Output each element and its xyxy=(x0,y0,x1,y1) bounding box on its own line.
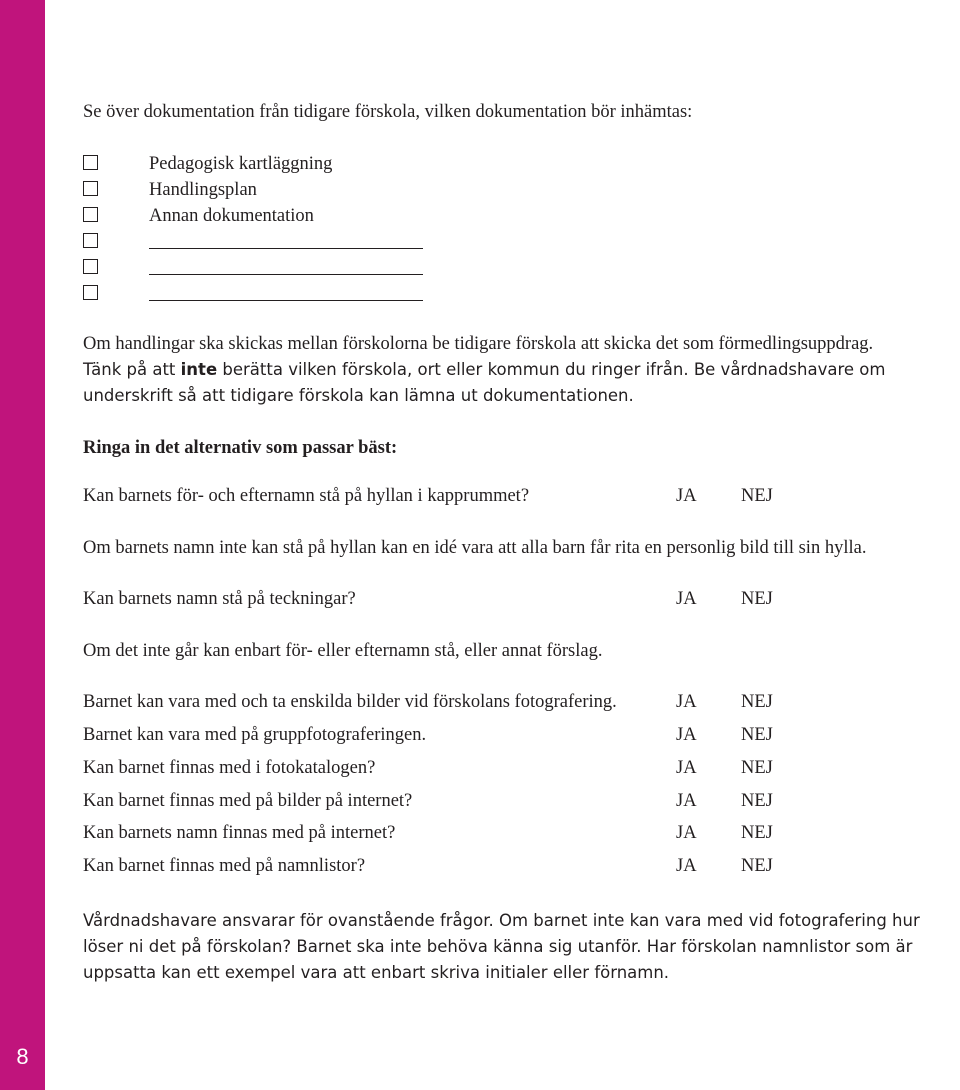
answer-ja[interactable]: JA xyxy=(676,823,697,843)
answer-nej[interactable]: NEJ xyxy=(741,589,773,609)
question-text: Barnet kan vara med på gruppfotograferingen. xyxy=(83,725,427,745)
page-number: 8 xyxy=(16,1044,29,1069)
answer-nej[interactable]: NEJ xyxy=(741,791,773,811)
transfer-note-line: Tänk på att inte berätta vilken förskola, ort eller kommun du ringer ifrån. Be vårdnadshavare om xyxy=(83,360,886,379)
answer-nej[interactable]: NEJ xyxy=(741,758,773,778)
checkbox-label: Pedagogisk kartläggning xyxy=(149,154,333,174)
answer-ja[interactable]: JA xyxy=(676,791,697,811)
question-text: Kan barnet finnas med på bilder på internet? xyxy=(83,791,413,811)
checkbox-other-1[interactable] xyxy=(83,233,98,248)
transfer-note-line: Om handlingar ska skickas mellan förskolorna be tidigare förskola att skicka det som förmedlingsuppdrag. xyxy=(83,334,874,354)
fill-in-line[interactable] xyxy=(149,300,423,301)
answer-ja[interactable]: JA xyxy=(676,856,697,876)
footer-note-line: löser ni det på förskolan? Barnet ska inte behöva känna sig utanför. Har förskolan namnlistor som är xyxy=(83,937,913,956)
answer-nej[interactable]: NEJ xyxy=(741,823,773,843)
answer-nej[interactable]: NEJ xyxy=(741,725,773,745)
checkbox-annan-dokumentation[interactable] xyxy=(83,207,98,222)
answer-ja[interactable]: JA xyxy=(676,758,697,778)
answer-nej[interactable]: NEJ xyxy=(741,856,773,876)
fill-in-line[interactable] xyxy=(149,274,423,275)
transfer-note-line: underskrift så att tidigare förskola kan lämna ut dokumentationen. xyxy=(83,386,634,405)
question-note: Om det inte går kan enbart för- eller efternamn stå, eller annat förslag. xyxy=(83,641,603,661)
answer-nej[interactable]: NEJ xyxy=(741,486,773,506)
question-text: Kan barnets namn stå på teckningar? xyxy=(83,589,356,609)
instruction-heading: Ringa in det alternativ som passar bäst: xyxy=(83,438,398,458)
answer-nej[interactable]: NEJ xyxy=(741,692,773,712)
emphasis-inte: inte xyxy=(180,360,218,379)
fill-in-line[interactable] xyxy=(149,248,423,249)
question-text: Barnet kan vara med och ta enskilda bilder vid förskolans fotografering. xyxy=(83,692,617,712)
intro-heading: Se över dokumentation från tidigare förskola, vilken dokumentation bör inhämtas: xyxy=(83,102,693,122)
question-text: Kan barnets namn finnas med på internet? xyxy=(83,823,396,843)
question-text: Kan barnet finnas med i fotokatalogen? xyxy=(83,758,376,778)
checkbox-handlingsplan[interactable] xyxy=(83,181,98,196)
checkbox-label: Handlingsplan xyxy=(149,180,257,200)
footer-note-line: uppsatta kan ett exempel vara att enbart skriva initialer eller förnamn. xyxy=(83,963,670,982)
page-sidebar xyxy=(0,0,45,1090)
answer-ja[interactable]: JA xyxy=(676,486,697,506)
checkbox-other-3[interactable] xyxy=(83,285,98,300)
question-text: Kan barnets för- och efternamn stå på hyllan i kapprummet? xyxy=(83,486,530,506)
question-note: Om barnets namn inte kan stå på hyllan kan en idé vara att alla barn får rita en personlig bild till sin hylla. xyxy=(83,538,867,558)
question-text: Kan barnet finnas med på namnlistor? xyxy=(83,856,366,876)
footer-note-line: Vårdnadshavare ansvarar för ovanstående frågor. Om barnet inte kan vara med vid fotografering hur xyxy=(83,911,920,930)
answer-ja[interactable]: JA xyxy=(676,589,697,609)
answer-ja[interactable]: JA xyxy=(676,692,697,712)
answer-ja[interactable]: JA xyxy=(676,725,697,745)
checkbox-other-2[interactable] xyxy=(83,259,98,274)
checkbox-pedagogisk-kartlaggning[interactable] xyxy=(83,155,98,170)
checkbox-label: Annan dokumentation xyxy=(149,206,314,226)
